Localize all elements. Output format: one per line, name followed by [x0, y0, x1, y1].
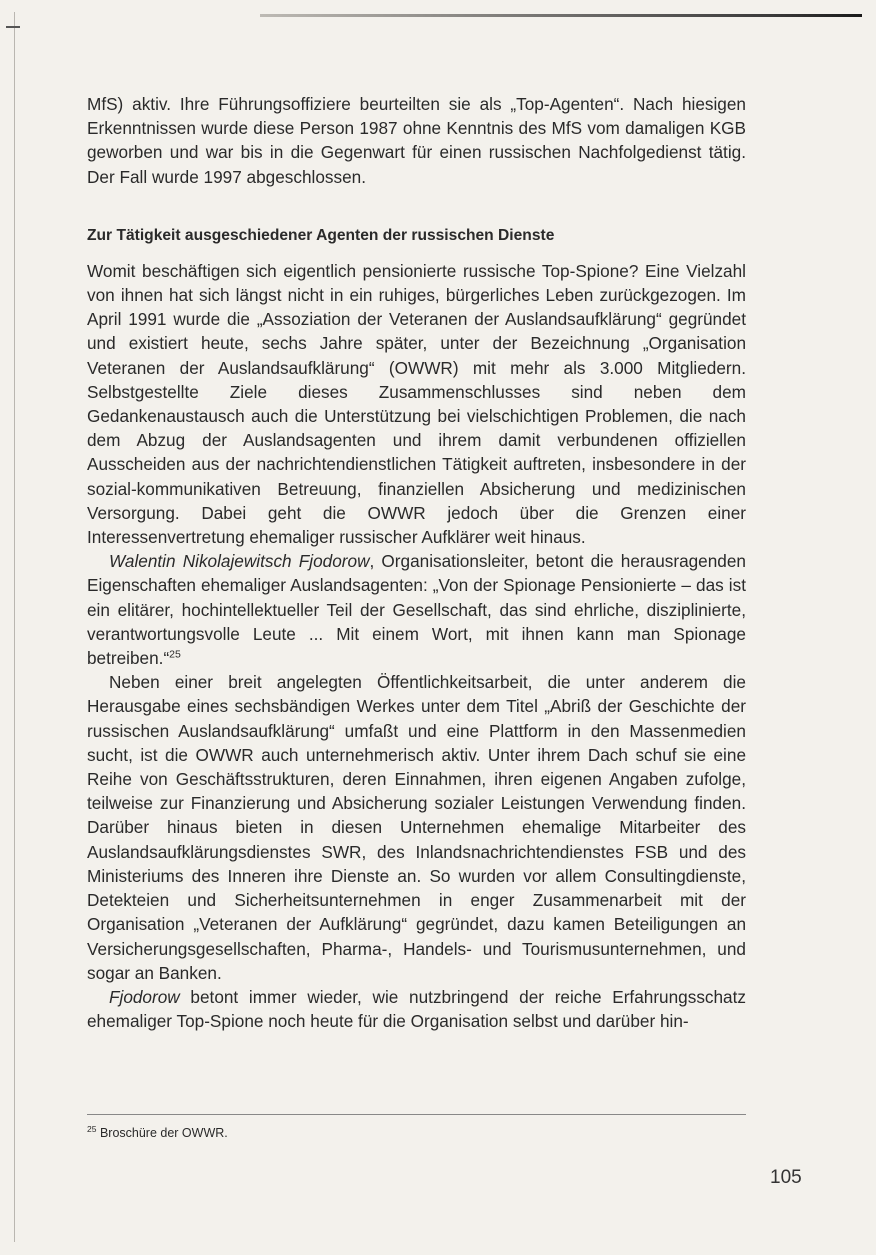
- paragraph-5: [87, 985, 746, 1033]
- page-edge: [14, 12, 15, 1242]
- footnote-divider: [87, 1114, 746, 1115]
- body-text: [87, 92, 746, 1033]
- opening-paragraph: MfS) aktiv. Ihre Führungsoffiziere beurteilten sie als „Top-Agenten“. Nach hiesigen Erkenntnissen wurde diese Person 1987 ohne Kenntnis des MfS vom damaligen KGB geworben und war bis in die Gegenwart für einen russischen Nachfolgedienst tätig. Der Fall wurde 1997 abgeschlossen.: [87, 94, 746, 187]
- paragraph-3-text: , Organisationsleiter, betont die herausragenden Eigenschaften ehemaliger Auslandsagenten: „Von der Spionage Pensionierte – das ist ein elitärer, hochintellektueller Teil der Gesellschaft, das sind ehrliche, disziplinierte, verantwortungsvolle Leute ... Mit einem Wort, mit ihnen kann man Spionage betreiben.“: [87, 551, 746, 669]
- footnote: [87, 1125, 228, 1141]
- header-rule: [260, 14, 862, 17]
- paragraph-2: Womit beschäftigen sich eigentlich pensionierte russische Top-Spione? Eine Vielzahl von ihnen hat sich längst nicht in ein ruhiges, bürgerliches Leben zurückgezogen. Im April 1991 wurde die „Assoziation der Veteranen der Auslandsaufklärung“ gegründet und existiert heute, sechs Jahre später, unter der Bezeichnung „Organisation Veteranen der Auslandsaufklärung“ (OWWR) mit mehr als 3.000 Mitgliedern. Selbstgestellte Ziele dieses Zusammenschlusses sind neben dem Gedankenaustausch auch die Unterstützung bei vielschichtigen Problemen, die nach dem Abzug der Auslandsagenten und ihrem damit verbundenen offiziellen Ausscheiden aus der nachrichtendienstlichen Tätigkeit auftreten, insbesondere in der sozial-kommunikativen Betreuung, finanziellen Absicherung und medizinischen Versorgung. Dabei geht die OWWR jedoch über die Grenzen einer Interessenvertretung ehemaliger russischer Aufklärer weit hinaus.: [87, 260, 746, 548]
- footnote-reference[interactable]: 25: [169, 648, 181, 661]
- paragraph-4: Neben einer breit angelegten Öffentlichkeitsarbeit, die unter anderem die Herausgabe eines sechsbändigen Werkes unter dem Titel „Abriß der Geschichte der russischen Auslandsaufklärung“ umfaßt und eine Plattform in den Massenmedien sucht, ist die OWWR auch unternehmerisch aktiv. Unter ihrem Dach schuf sie eine Reihe von Geschäftsstrukturen, deren Einnahmen, ihren eigenen Angaben zufolge, teilweise zur Finanzierung und Absicherung sozialer Leistungen Verwendung finden. Darüber hinaus bieten in diesen Unternehmen ehemalige Mitarbeiter des Auslandsaufklärungsdienstes SWR, des Inlandsnachrichtendienstes FSB und des Ministeriums des Inneren ihre Dienste an. So wurden vor allem Consultingdienste, Detekteien und Sicherheitsunternehmen in enger Zusammenarbeit mit der Organisation „Veteranen der Aufklärung“ gegründet, dazu kamen Beteiligungen an Versicherungsgesellschaften, Pharma-, Handels- und Tourismusunternehmen, und sogar an Banken.: [87, 672, 746, 983]
- paragraph-5-text: betont immer wieder, wie nutzbringend der reiche Erfahrungsschatz ehemaliger Top-Spione noch heute für die Organisation selbst und darüber hin-: [87, 986, 746, 1032]
- person-name-short: Fjodorow: [109, 986, 180, 1007]
- paragraph-3: [87, 549, 746, 670]
- footnote-text: Broschüre der OWWR.: [96, 1126, 228, 1140]
- footnote-number: 25: [87, 1123, 97, 1134]
- section-heading: Zur Tätigkeit ausgeschiedener Agenten der russischen Dienste: [87, 226, 555, 244]
- person-name: Walentin Nikolajewitsch Fjodorow: [109, 551, 370, 572]
- page-number: 105: [770, 1167, 802, 1188]
- page-edge-mark: [6, 26, 20, 28]
